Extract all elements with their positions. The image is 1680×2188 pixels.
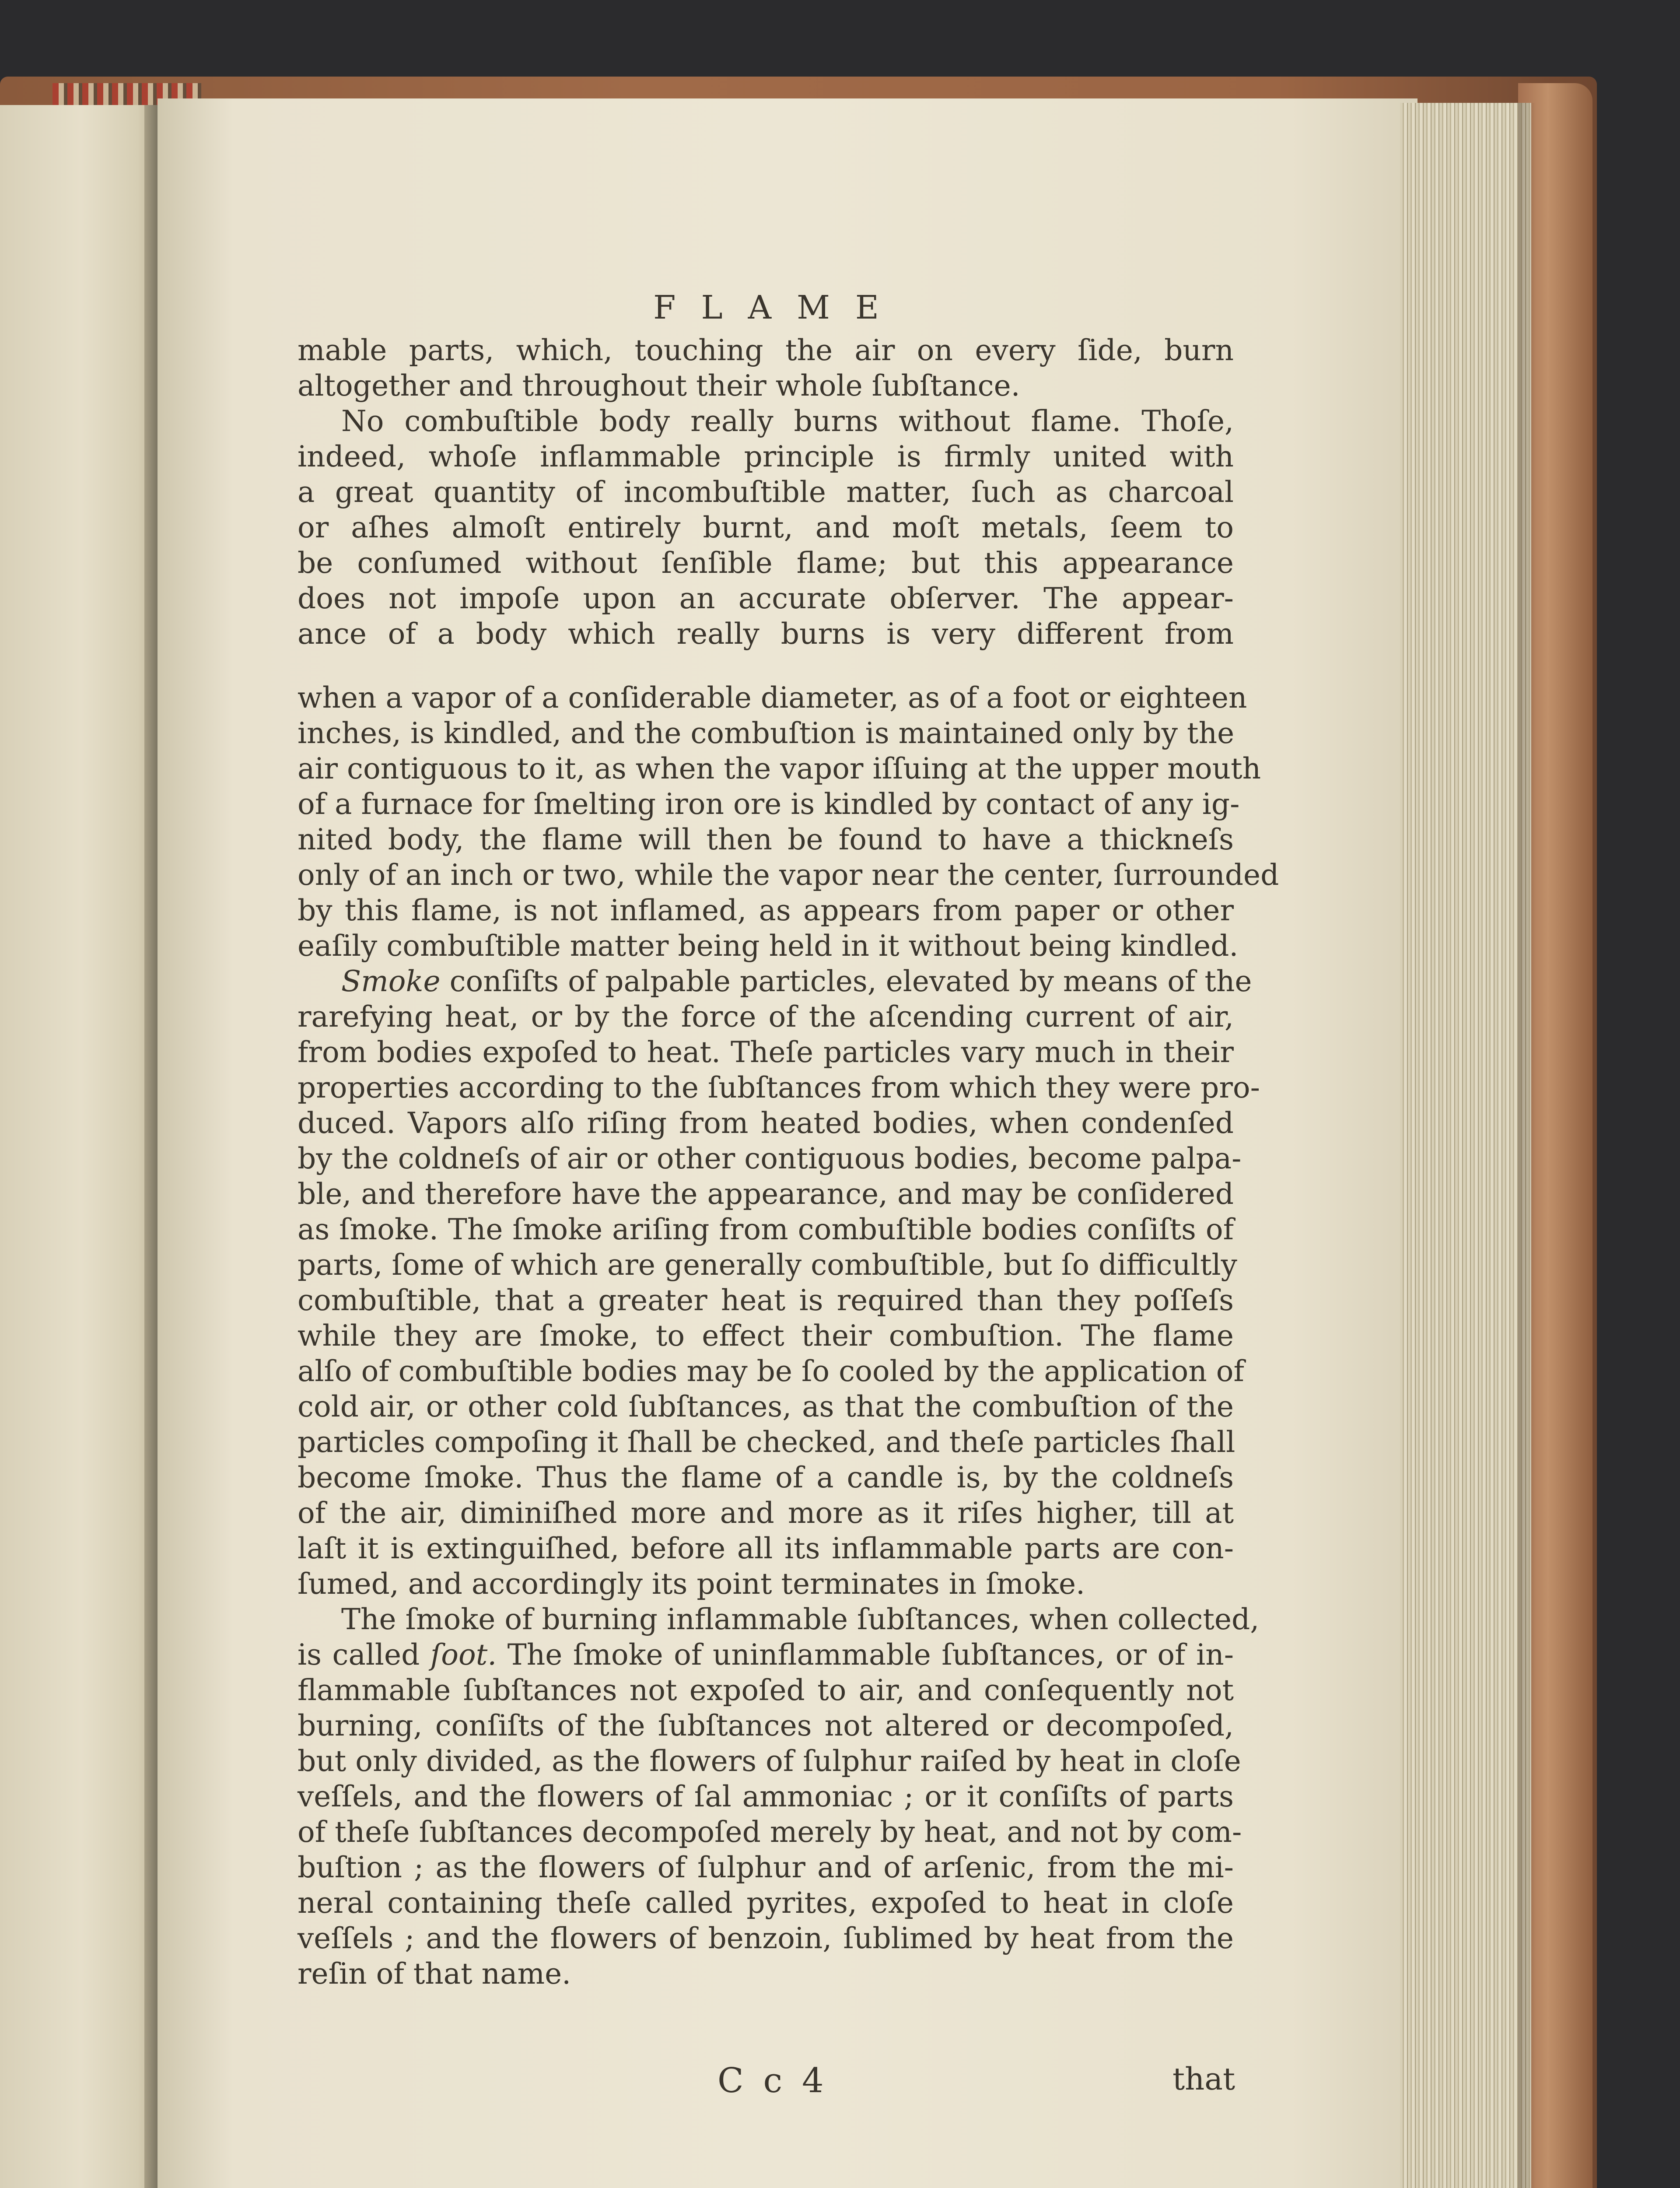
text-line: or aſhes almoſt entirely burnt, and moſt metals, ſeem to	[298, 511, 1234, 544]
text-line: alſo of combuſtible bodies may be ſo cooled by the application of	[298, 1354, 1244, 1388]
text-line: of a furnace for ſmelting iron ore is kindled by contact of any ig-	[298, 787, 1240, 821]
text-line: ble, and therefore have the appearance, and may be conſidered	[298, 1177, 1234, 1211]
italic-term: ſoot.	[430, 1638, 497, 1672]
text-line: reſin of that name.	[298, 1957, 571, 1991]
text-line: nited body, the flame will then be found to have a thickneſs	[298, 823, 1234, 856]
text-line: eaſily combuſtible matter being held in it without being kindled.	[298, 929, 1239, 963]
text-line: altogether and throughout their whole ſubſtance.	[298, 369, 1020, 403]
text-line: neral containing theſe called pyrites, expoſed to heat in cloſe	[298, 1886, 1234, 1920]
text-line: duced. Vapors alſo riſing from heated bodies, when condenſed	[298, 1106, 1234, 1140]
text-line: parts, ſome of which are generally combuſtible, but ſo difficultly	[298, 1248, 1237, 1282]
text-line: burning, conſiſts of the ſubſtances not altered or decompoſed,	[298, 1709, 1234, 1743]
text-line: as ſmoke. The ſmoke ariſing from combuſtible bodies conſiſts of	[298, 1213, 1234, 1246]
text-line: combuſtible, that a greater heat is required than they poſſeſs	[298, 1283, 1234, 1317]
text-line: No combuſtible body really burns without flame. Thoſe,	[341, 404, 1234, 438]
text-line: does not impoſe upon an accurate obſerver. The appear-	[298, 582, 1234, 615]
text-line: indeed, whoſe inflammable principle is firmly united with	[298, 440, 1234, 473]
text-line: rarefying heat, or by the force of the aſcending current of air,	[298, 1000, 1234, 1034]
text-line: become ſmoke. Thus the flame of a candle is, by the coldneſs	[298, 1461, 1234, 1494]
text-line: cold air, or other cold ſubſtances, as that the combuſtion of the	[298, 1390, 1234, 1424]
text-line: mable parts, which, touching the air on every ſide, burn	[298, 333, 1234, 367]
text-line: particles compoſing it ſhall be checked, and theſe particles ſhall	[298, 1425, 1236, 1459]
text-line: a great quantity of incombuſtible matter, ſuch as charcoal	[298, 475, 1234, 509]
text-line: laſt it is extinguiſhed, before all its inflammable parts are con-	[298, 1532, 1234, 1565]
text-line: be conſumed without ſenſible flame; but this appearance	[298, 546, 1234, 580]
text-line: only of an inch or two, while the vapor near the center, ſurrounded	[298, 858, 1279, 892]
signature-mark: C c 4	[718, 2061, 828, 2100]
text-line: The ſmoke of burning inflammable ſubſtances, when collected,	[341, 1602, 1260, 1636]
catchword: that	[1172, 2061, 1236, 2097]
text-line: by the coldneſs of air or other contiguous bodies, become palpa-	[298, 1142, 1242, 1175]
text-line: inches, is kindled, and the combuſtion is maintained only by the	[298, 716, 1235, 750]
text-line: when a vapor of a conſiderable diameter, as of a foot or eighteen	[298, 681, 1247, 715]
italic-term: Smoke	[341, 964, 441, 998]
text-line: of the air, diminiſhed more and more as it riſes higher, till at	[298, 1496, 1234, 1530]
text-line: but only divided, as the flowers of ſulphur raiſed by heat in cloſe	[298, 1744, 1241, 1778]
section-gap	[298, 652, 1234, 680]
running-head: FLAME	[653, 289, 904, 326]
edge-shadow	[1518, 103, 1536, 2188]
left-page	[0, 105, 162, 2188]
text-line: ance of a body which really burns is very different from	[298, 617, 1234, 651]
text-line: from bodies expoſed to heat. Theſe particles vary much in their	[298, 1035, 1234, 1069]
text-line: veſſels, and the flowers of ſal ammoniac ; or it conſiſts of parts	[298, 1780, 1234, 1813]
text-line: air contiguous to it, as when the vapor iſſuing at the upper mouth	[298, 752, 1261, 785]
page-edges	[1400, 103, 1531, 2188]
text-line: ſumed, and accordingly its point terminates in ſmoke.	[298, 1567, 1085, 1601]
text-line: is called ſoot. The ſmoke of uninflammable ſubſtances, or of in-	[298, 1638, 1234, 1672]
text-line: buſtion ; as the flowers of ſulphur and of arſenic, from the mi-	[298, 1851, 1234, 1884]
text-line: properties according to the ſubſtances from which they were pro-	[298, 1071, 1260, 1105]
page-text	[298, 333, 1279, 1992]
text-line: flammable ſubſtances not expoſed to air, and conſequently not	[298, 1673, 1234, 1707]
text-line: Smoke conſiſts of palpable particles, elevated by means of the	[341, 964, 1252, 998]
text-line: by this flame, is not inflamed, as appears from paper or other	[298, 894, 1234, 927]
text-line: while they are ſmoke, to effect their combuſtion. The flame	[298, 1319, 1234, 1353]
text-line: veſſels ; and the flowers of benzoin, ſublimed by heat from the	[298, 1922, 1234, 1955]
text-line: of theſe ſubſtances decompoſed merely by heat, and not by com-	[298, 1815, 1242, 1849]
